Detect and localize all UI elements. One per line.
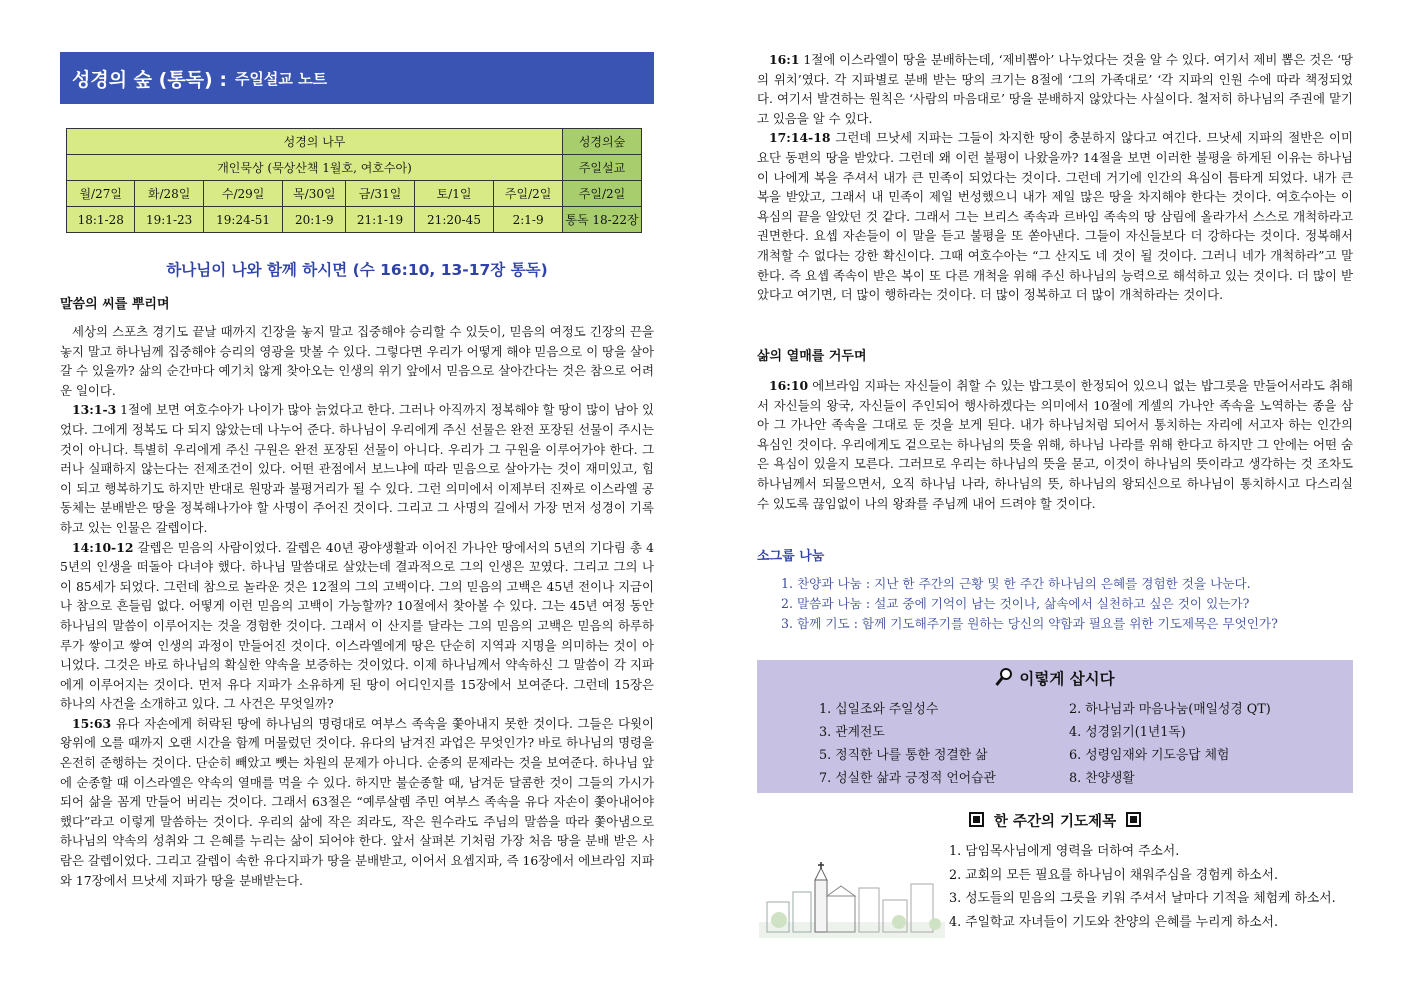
list-item: 5. 정직한 나를 통한 정결한 삶: [819, 748, 988, 763]
list-item: 1. 십일조와 주일성수: [819, 702, 939, 717]
prayer-header: [757, 810, 1353, 831]
paragraph-text: 그런데 므낫세 지파는 그들이 차지한 땅이 충분하지 않다고 여긴다. 므낫세 지파의 절반은 이미 요단 동편의 땅을 받았다. 그런데 왜 이런 불평이 나왔을까? 14절을 보면 이러한 불평을 하게된 이유는 하나님이 나에게 복을 주셔서 내가 큰 민족이 되었다는 것이다. 그런데 거기에 인간의 욕심이 틈타게 되었다. 내가 큰 복을 받았고, 그래서 내 민족이 제일 번성했으니 내가 제일 많은 땅을 차지해야 한다는 것이다. 여호수아는 이 욕심의 끝을 알았던 것 같다. 그래서 그는 브리스 족속과 르바임 족속의 땅 삼림에 올라가서 스스로 개척하라고 권면한다. 요셉 자손들이 이 말을 듣고 불평을 또 쏟아낸다. 그들이 자신들보다 더 강하다는 것이다. 정복해서 개척할 수 없다는 강한 확신이다. 그때 여호수아는 “그 산지도 네 것이 될 것이다. 그러니 네가 개척하라”고 말한다. 즉 요셉 족속이 받은 복이 또 다른 개척을 위해 주신 하나님의 능력으로 해석하고 있는 것이다. 더 많이 받았다고 여기면, 더 많이 행하라는 것이다. 더 많이 정복하고 더 많이 개척하라는 것이다.: [757, 130, 1353, 303]
table-day: 월/27일: [67, 181, 135, 207]
verse-ref: 15:63: [72, 715, 112, 731]
live-box-header: [757, 667, 1353, 689]
prayer-list: [949, 840, 1336, 934]
list-item: 2. 하나님과 마음나눔(매일성경 QT): [1069, 702, 1271, 717]
list-item: 3. 관계전도: [819, 725, 885, 740]
paragraph-text: 유다 자손에게 허락된 땅에 하나님의 명령대로 여부스 족속을 쫓아내지 못한 것이다. 그들은 다윗이 왕위에 오를 때까지 오랜 시간을 함께 머물렀던 것이다. 유다의 남겨진 과업은 무엇인가? 바로 하나님의 명령을 온전히 준행하는 것이다. 단순히 빼았고 뺏는 차원의 문제가 아니다. 순종의 문제라는 것을 보여준다. 하나님 앞에 순종할 때 이스라엘은 약속의 열매를 먹을 수 있다. 하지만 불순종할 때, 남겨둔 달콤한 것이 그들의 가시가 되어 삶을 꼼게 만들어 버리는 것이다. 그래서 63절은 “예루살렘 주민 여부스 족속을 유다 자손이 쫓아내어야 했다”라고 이렇게 말씀하는 것이다. 우리의 삶에 작은 죄라도, 작은 원수라도 주님의 말씀을 따라 쫓아냄으로 하나님의 약속의 성취와 그 은혜를 누리는 삶이 되어야 한다. 앞서 살펴본 기처럼 가장 처음 땅을 분배 받은 사람은 갈렙이었다. 그리고 갈렙이 속한 유다지파가 땅을 분배받고, 이어서 요셉지파, 즉 16장에서 에브라임 지파와 17장에서 므낫세 지파가 땅을 분배받는다.: [60, 715, 654, 888]
list-item: 6. 성령임재와 기도응답 체험: [1069, 748, 1230, 763]
table-reading: 20:1-9: [283, 207, 346, 233]
verse-ref: 17:14-18: [769, 130, 831, 146]
live-like-this-box: [757, 660, 1353, 793]
list-item: 2. 교회의 모든 필요를 하나님이 채워주심을 경험케 하소서.: [949, 867, 1279, 883]
section-heading-fruit: 삶의 열매를 거두며: [757, 349, 867, 364]
paragraph: [60, 538, 654, 714]
square-bullet-icon: [1126, 812, 1141, 827]
table-sunday-sermon: 주일설교: [563, 155, 642, 181]
paragraph-text: 1절에 이스라엘이 땅을 분배하는데, ‘제비뽑아’ 나누었다는 것을 알 수 있다. 여기서 제비 뽑은 것은 ‘땅의 위치’였다. 각 지파별로 분배 받는 땅의 크기는 8절에 ‘그의 가족대로’ ‘각 지파의 인원 수에 따라 책정되었다. 여기서 발견하는 원칙은 ‘사람의 마음대로’ 땅을 분배하지 않았다는 사실이다. 철저히 하나님의 주권에 맡기고 있음을 알 수 있다.: [757, 52, 1353, 126]
list-item: 3. 함께 기도 : 함께 기도해주기를 원하는 당신의 약함과 필요를 위한 기도제목은 무엇인가?: [781, 616, 1278, 631]
table-day: 금/31일: [346, 181, 414, 207]
paragraph: [757, 376, 1353, 513]
table-day: 토/1일: [414, 181, 493, 207]
church-town-illustration: [759, 862, 945, 938]
paragraph: [60, 400, 654, 537]
list-item: 3. 성도들의 믿음의 그릇을 키워 주셔서 날마다 기적을 체험케 하소서.: [949, 891, 1336, 906]
table-day: 수/29일: [203, 181, 282, 207]
reading-schedule-table: [66, 128, 642, 233]
list-item: 4. 주일학교 자녀들이 기도와 찬양의 은혜를 누리게 하소서.: [949, 914, 1279, 930]
right-body-text-2: [757, 376, 1353, 513]
table-day: 목/30일: [283, 181, 346, 207]
sermon-title: 하나님이 나와 함께 하시면 (수 16:10, 13-17장 통독): [166, 261, 548, 279]
table-reading: 18:1-28: [67, 207, 135, 233]
list-item: 1. 찬양과 나눔 : 지난 한 주간의 근황 및 한 주간 하나님의 은혜를 경험한 것을 나눈다.: [781, 576, 1251, 591]
header-banner: [60, 52, 654, 104]
table-day: 주일/2일: [494, 181, 563, 207]
table-day: 주일/2일: [563, 181, 642, 207]
verse-ref: 13:1-3: [72, 402, 117, 418]
list-item: 8. 찬양생활: [1069, 771, 1135, 786]
paragraph: [60, 714, 654, 890]
paragraph-text: 1절에 보면 여호수아가 나이가 많아 늙었다고 한다. 그러나 아직까지 정복해야 할 땅이 많이 남아 있었다. 그에게 정복도 다 되지 않았는데 나누어 준다. 하나님이 우리에게 주신 선물은 완전 포장된 선물이 주시는 것이 아니다. 특별히 우리에게 주신 구원은 완전 포장된 선물이 아니다. 우리가 그 구원을 이루어가야 한다. 그러나 실패하지 않는다는 전제조건이 있다. 어떤 관점에서 보느냐에 따라 믿음으로 살아가는 것이 재미있고, 힘이 되고 행복하기도 하지만 반대로 원망과 불평거리가 될 수 있다. 그런 의미에서 이제부터 진짜로 이스라엘 공동체는 분배받은 땅을 정복해나가야 할 사명이 주어진 것이다. 그리고 그 사명의 길에서 가장 먼저 성경이 기록하고 있는 인물은 갈렙이다.: [60, 402, 654, 535]
left-body-text: [60, 322, 654, 890]
table-reading: 2:1-9: [494, 207, 563, 233]
list-item: 2. 말씀과 나눔 : 설교 중에 기억이 남는 것이나, 삶속에서 실천하고 싶은 것이 있는가?: [781, 596, 1250, 611]
verse-ref: 16:1: [769, 52, 800, 67]
live-box-title: 이렇게 삽시다: [1019, 670, 1115, 688]
magnifier-icon: [995, 667, 1013, 687]
banner-subtitle: 주일설교 노트: [234, 69, 328, 88]
table-reading: 19:24-51: [203, 207, 282, 233]
paragraph-text: 갈렙은 믿음의 사람이었다. 갈렙은 40년 광야생활과 이어진 가나안 땅에서의 5년의 기다림 총 45년의 인생을 떠돌아 다녀야 했다. 하나님 말씀대로 살았는데 결과적으로 그의 인생은 꼬였다. 그리고 그의 나이 85세가 되었다. 그런데 참으로 놀라운 것은 12절의 그의 고백이다. 그의 믿음의 고백은 45년 전이나 지금이나 참으로 흔들림 없다. 어떻게 이런 믿음의 고백이 가능할까? 10절에서 찾아볼 수 있다. 그는 45년 여정 동안 하나님의 말씀이 이루어지는 것을 경험한 것이다. 그래서 이 산지를 달라는 그의 믿음의 고백은 믿음의 하루하루가 쌓이고 쌓여 인생의 과정이 만들어진 것이다. 이스라엘에게 땅은 단순히 지역과 지명을 의미하는 것이 아니었다. 그것은 바로 하나님의 확실한 약속을 보증하는 것이었다. 이제 하나님께서 약속하신 그 말씀이 각 지파에게 이루어지는 것이다. 먼저 유다 지파가 소유하게 된 땅이 어디인지를 15장에서 보여준다. 그런데 15장은 하나의 사건을 소개하고 있다. 그 사건은 무엇일까?: [60, 539, 654, 712]
list-item: 7. 성실한 삶과 긍정적 언어습관: [819, 771, 996, 786]
square-bullet-icon: [969, 812, 984, 827]
table-header-tree: 성경의 나무: [67, 129, 563, 155]
banner-title: 성경의 숲 (통독) :: [72, 68, 227, 91]
paragraph: [757, 50, 1353, 128]
paragraph: 세상의 스포츠 경기도 끝날 때까지 긴장을 놓지 말고 집중해야 승리할 수 있듯이, 믿음의 여정도 긴장의 끈을 놓지 말고 하나님께 집중해야 승리의 영광을 맛볼 수 있다. 그렇다면 우리가 어떻게 해야 믿음으로 이 땅을 살아갈 수 있을까? 삶의 순간마다 예기치 않게 찾아오는 인생의 위기 앞에서 믿음으로 살아간다는 것은 참으로 어려운 일이다.: [60, 324, 654, 398]
table-personal-meditation: 개인묵상 (묵상산책 1월호, 여호수아): [67, 155, 563, 181]
table-reading: 통독 18-22장: [563, 207, 642, 233]
prayer-title: 한 주간의 기도제목: [993, 814, 1117, 830]
verse-ref: 16:10: [769, 378, 809, 393]
live-items-grid: [819, 698, 1333, 786]
table-header-forest: 성경의숲: [563, 129, 642, 155]
table-reading: 19:1-23: [135, 207, 203, 233]
paragraph-text: 에브라임 지파는 자신들이 취할 수 있는 밥그릇이 한정되어 있으니 없는 밥그릇을 만들어서라도 취해서 자신들의 왕국, 자신들이 주인되어 행사하겠다는 의미에서 10절에 게셀의 가나안 족속을 노역하는 종을 삼아 그 가나안 족속을 그대로 둔 것을 보게 된다. 내가 하나님처럼 되어서 통치하는 자리에 서고자 하는 인간의 욕심인 것이다. 우리에게도 겉으로는 하나님의 뜻을 위해, 하나님 나라를 위해 한다고 하지만 그 안에는 어떤 숨은 욕심이 있을지 모른다. 그러므로 우리는 하나님의 뜻을 묻고, 이것이 하나님의 뜻이라고 생각하는 것 조차도 하나님께서 되물으면서, 오직 하나님 나라, 하나님의 뜻, 하나님의 왕되신으로 하나님이 통치하시고 다스리실 수 있도록 끊임없이 나의 왕좌를 주님께 내어 드려야 할 것이다.: [757, 378, 1353, 511]
small-group-title: 소그룹 나눔: [757, 549, 825, 564]
verse-ref: 14:10-12: [72, 539, 134, 555]
table-reading: 21:1-19: [346, 207, 414, 233]
list-item: 1. 담임목사님에게 영력을 더하여 주소서.: [949, 844, 1180, 859]
section-heading-word: 말씀의 씨를 뿌리며: [60, 297, 170, 312]
small-group-list: [781, 574, 1278, 634]
paragraph: [757, 128, 1353, 304]
table-day: 화/28일: [135, 181, 203, 207]
table-reading: 21:20-45: [414, 207, 493, 233]
list-item: 4. 성경읽기(1년1독): [1069, 725, 1186, 740]
right-body-text: [757, 50, 1353, 305]
